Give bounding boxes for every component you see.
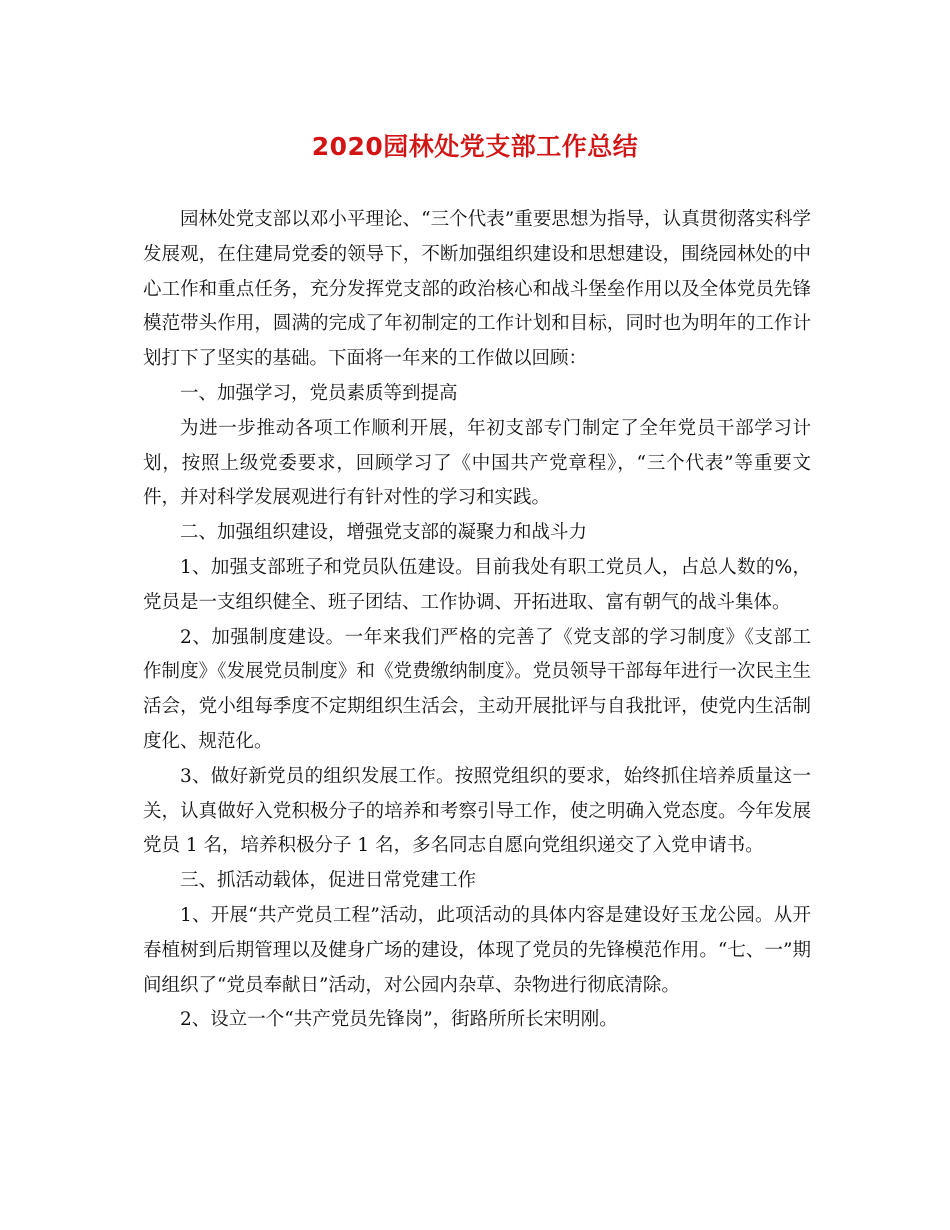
document-title: 2020园林处党支部工作总结 [311,132,639,161]
paragraph: 为进一步推动各项工作顺利开展，年初支部专门制定了全年党员干部学习计划，按照上级党委要求，回顾学习了《中国共产党章程》，“三个代表”等重要文件，并对科学发展观进行有针对性的学习和实践。 [143,417,811,509]
section-heading-2: 二、加强组织建设，增强党支部的凝聚力和战斗力 [180,522,588,544]
paragraph: 1、加强支部班子和党员队伍建设。目前我处有职工党员人，占总人数的%，党员是一支组织健全、班子团结、工作协调、开拓进取、富有朝气的战斗集体。 [143,556,811,613]
paragraph: 2、加强制度建设。一年来我们严格的完善了《党支部的学习制度》《支部工作制度》《发展党员制度》和《党费缴纳制度》。党员领导干部每年进行一次民主生活会，党小组每季度不定期组织生活会，主动开展批评与自我批评，使党内生活制度化、规范化。 [143,626,811,752]
document-body [143,203,811,1038]
paragraph: 1、开展“共产党员工程”活动，此项活动的具体内容是建设好玉龙公园。从开春植树到后期管理以及健身广场的建设，体现了党员的先锋模范作用。“七、一”期间组织了“党员奉献日”活动，对公园内杂草、杂物进行彻底清除。 [143,904,811,996]
paragraph: 2、设立一个“共产党员先锋岗”，街路所所长宋明刚。 [180,1009,618,1031]
paragraph: 3、做好新党员的组织发展工作。按照党组织的要求，始终抓住培养质量这一关，认真做好入党积极分子的培养和考察引导工作，使之明确入党态度。今年发展党员 1 名，培养积极分子 1 名，多名同志自愿向党组织递交了入党申请书。 [143,765,811,857]
paragraph-intro: 园林处党支部以邓小平理论、“三个代表”重要思想为指导，认真贯彻落实科学发展观，在住建局党委的领导下，不断加强组织建设和思想建设，围绕园林处的中心工作和重点任务，充分发挥党支部的政治核心和战斗堡垒作用以及全体党员先锋模范带头作用，圆满的完成了年初制定的工作计划和目标，同时也为明年的工作计划打下了坚实的基础。下面将一年来的工作做以回顾： [143,209,811,370]
section-heading-1: 一、加强学习，党员素质等到提高 [180,382,458,404]
section-heading-3: 三、抓活动载体，促进日常党建工作 [180,870,477,892]
